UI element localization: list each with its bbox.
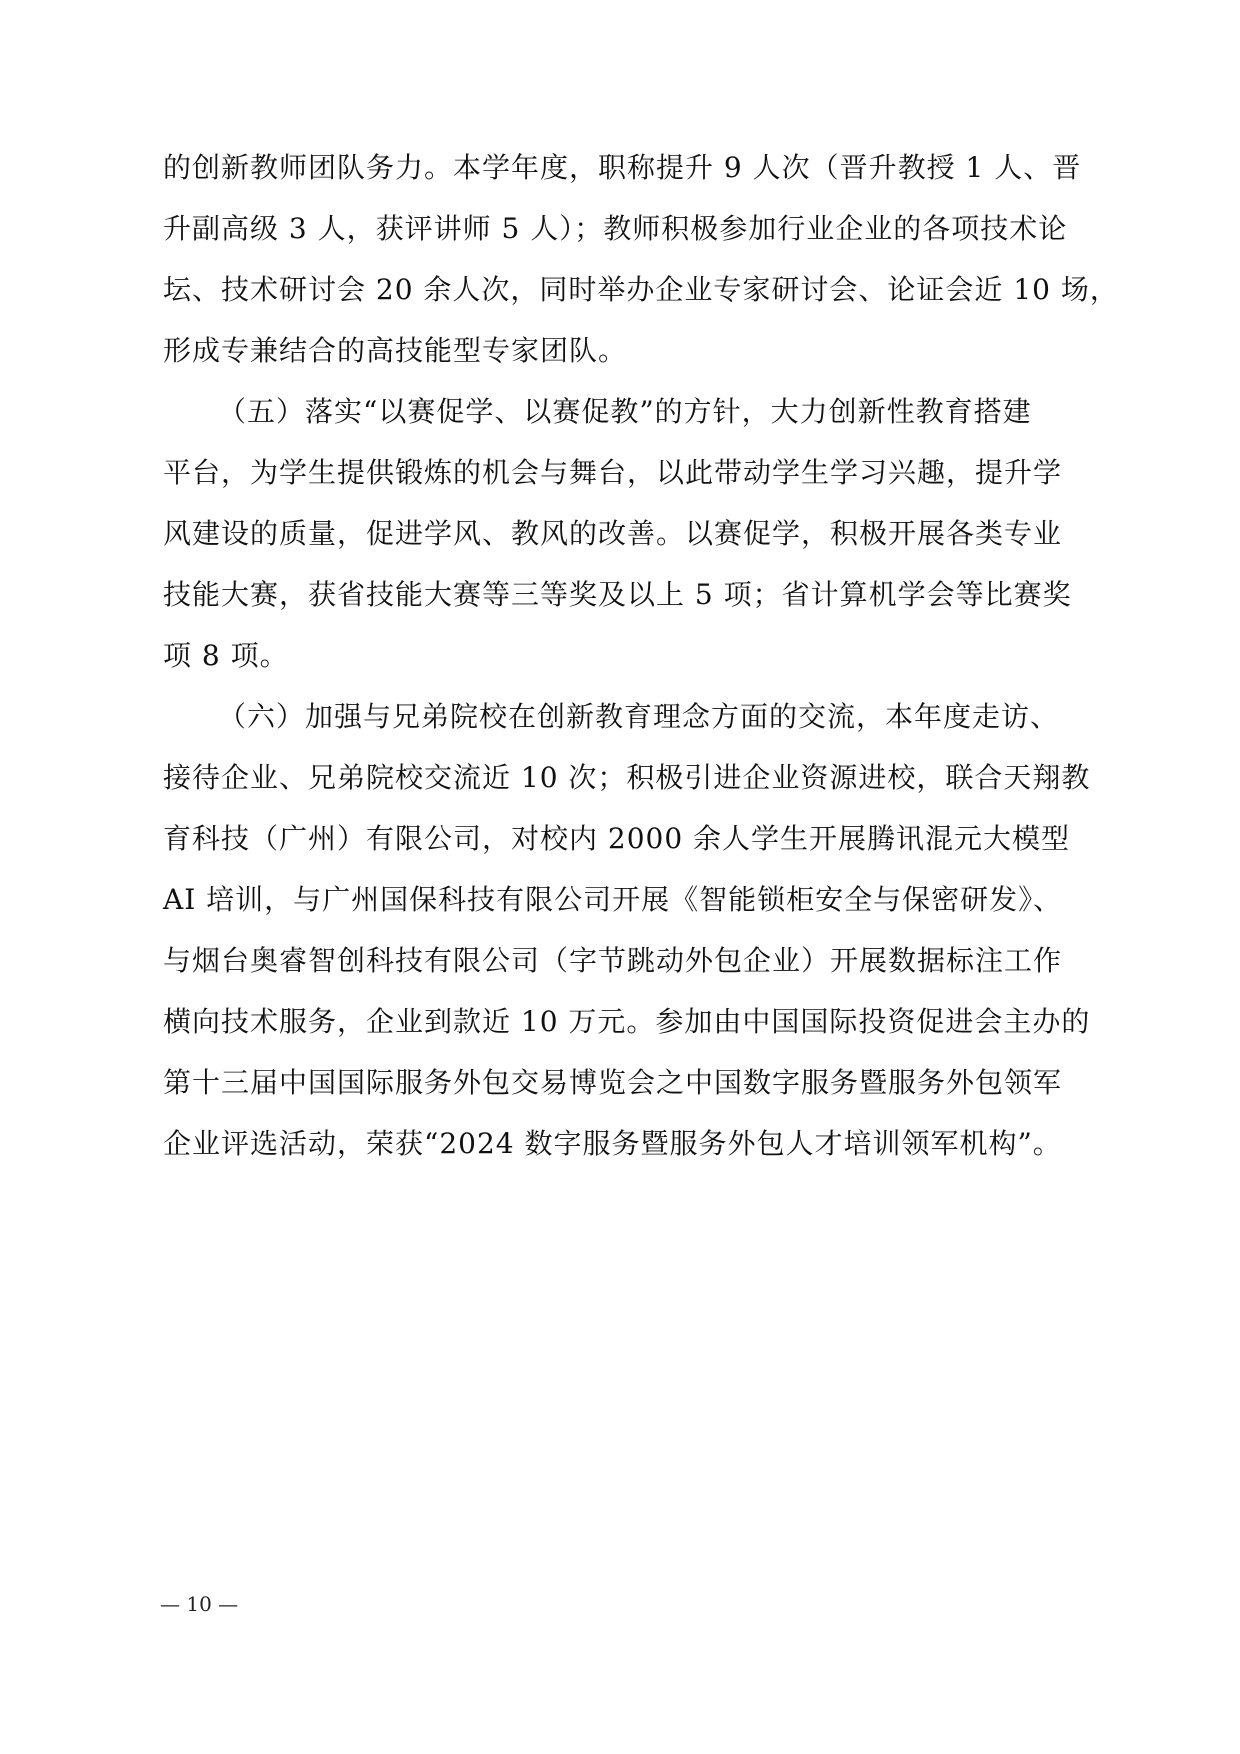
- text-line: 育科技（广州）有限公司，对校内 2000 余人学生开展腾讯混元大模型: [163, 822, 1071, 855]
- text-line: 第十三届中国国际服务外包交易博览会之中国数字服务暨服务外包领军: [163, 1066, 1063, 1099]
- text-line: 的创新教师团队务力。本学年度，职称提升 9 人次（晋升教授 1 人、晋: [163, 151, 1082, 184]
- text-line: AI 培训，与广州国保科技有限公司开展《智能锁柜安全与保密研发》、: [163, 883, 1063, 916]
- text-line: 与烟台奥睿智创科技有限公司（字节跳动外包企业）开展数据标注工作: [163, 944, 1063, 977]
- text-line: 平台，为学生提供锻炼的机会与舞台，以此带动学生学习兴趣，提升学: [163, 456, 1063, 489]
- text-line: 接待企业、兄弟院校交流近 10 次；积极引进企业资源进校，联合天翔教: [163, 761, 1091, 794]
- text-line: 升副高级 3 人，获评讲师 5 人）；教师积极参加行业企业的各项技术论: [163, 212, 1068, 245]
- text-line: （六）加强与兄弟院校在创新教育理念方面的交流，本年度走访、: [218, 700, 1060, 733]
- text-line: 横向技术服务，企业到款近 10 万元。参加由中国国际投资促进会主办的: [163, 1005, 1091, 1038]
- text-line: 技能大赛，获省技能大赛等三等奖及以上 5 项；省计算机学会等比赛奖: [163, 578, 1072, 611]
- text-line: 项 8 项。: [163, 639, 289, 672]
- page-number: — 10 —: [160, 1592, 239, 1616]
- text-line: 坛、技术研讨会 20 余人次，同时举办企业专家研讨会、论证会近 10 场，: [163, 273, 1119, 306]
- text-line: 风建设的质量，促进学风、教风的改善。以赛促学，积极开展各类专业: [163, 517, 1063, 550]
- text-line: 企业评选活动，荣获“2024 数字服务暨服务外包人才培训领军机构”。: [163, 1127, 1062, 1160]
- text-line: （五）落实“以赛促学、以赛促教”的方针，大力创新性教育搭建: [218, 395, 1032, 428]
- text-line: 形成专兼结合的高技能型专家团队。: [163, 334, 628, 367]
